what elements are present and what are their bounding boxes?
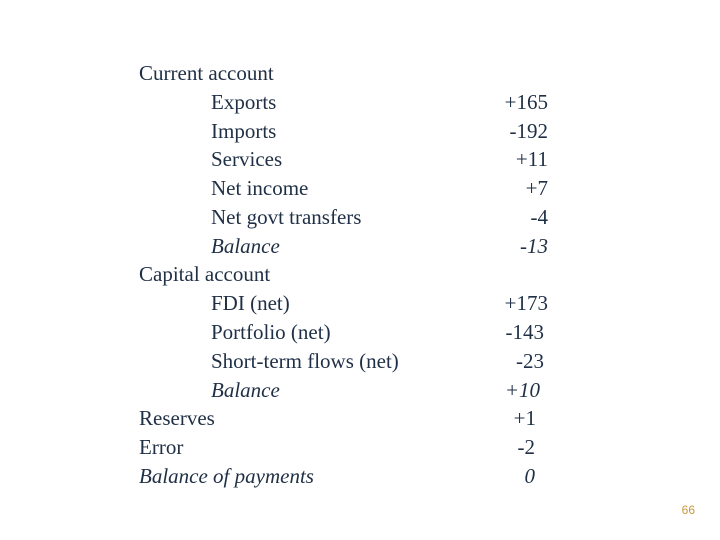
row-label-services: Services	[211, 147, 283, 171]
row-label-fdi: FDI (net)	[211, 291, 290, 315]
row-value-balance-of-payments: 0	[524, 464, 535, 488]
row-label-balance-of-payments: Balance of payments	[139, 464, 314, 488]
row-label-net-income: Net income	[211, 176, 309, 200]
row-value-imports: -192	[509, 119, 548, 143]
row-value-short-term-flows: -23	[516, 349, 544, 373]
row-value-portfolio: -143	[505, 320, 544, 344]
row-label-capital-account: Capital account	[139, 262, 271, 286]
row-value-current-balance: -13	[520, 234, 548, 258]
row-label-portfolio: Portfolio (net)	[211, 320, 331, 344]
row-label-current-account: Current account	[139, 61, 274, 85]
row-value-error: -2	[517, 435, 535, 459]
row-label-imports: Imports	[211, 119, 277, 143]
row-value-fdi: +173	[504, 291, 548, 315]
row-value-services: +11	[515, 147, 548, 171]
row-label-error: Error	[139, 435, 184, 459]
row-label-reserves: Reserves	[139, 406, 215, 430]
row-label-net-govt-transfers: Net govt transfers	[211, 205, 362, 229]
row-value-net-govt-transfers: -4	[530, 205, 548, 229]
row-label-short-term-flows: Short-term flows (net)	[211, 349, 399, 373]
row-value-net-income: +7	[525, 176, 548, 200]
row-label-capital-balance: Balance	[211, 378, 280, 402]
row-value-reserves: +1	[513, 406, 536, 430]
row-label-current-balance: Balance	[211, 234, 280, 258]
row-value-capital-balance: +10	[504, 378, 540, 402]
row-label-exports: Exports	[211, 90, 277, 114]
row-value-exports: +165	[504, 90, 548, 114]
page-number: 66	[681, 503, 695, 517]
